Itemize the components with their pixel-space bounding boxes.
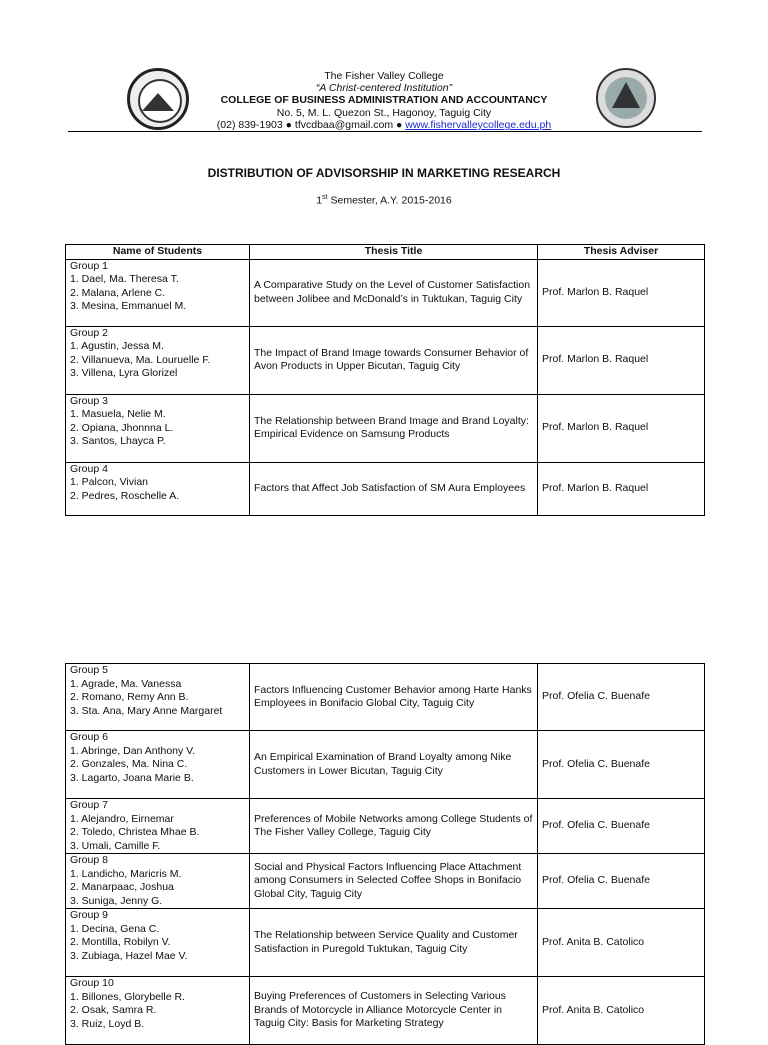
table-row [66, 909, 705, 977]
student-name: 2. Villanueva, Ma. Louruelle F. [70, 353, 211, 366]
thesis-adviser-cell: Prof. Ofelia C. Buenafe [538, 664, 705, 731]
thesis-adviser-cell: Prof. Ofelia C. Buenafe [538, 731, 705, 799]
student-name: 3. Sta. Ana, Mary Anne Margaret [70, 704, 223, 717]
students-cell [66, 326, 250, 394]
semester-text: Semester, A.Y. 2015-2016 [327, 194, 452, 207]
students-cell [66, 259, 250, 326]
students-cell [66, 977, 250, 1045]
department-name: COLLEGE OF BUSINESS ADMINISTRATION AND ACCOUNTANCY [220, 94, 548, 106]
group-label: Group 5 [70, 664, 108, 676]
thesis-adviser-cell: Prof. Marlon B. Raquel [538, 326, 705, 394]
student-name: 2. Opiana, Jhonnna L. [70, 421, 174, 434]
group-label: Group 1 [70, 259, 108, 272]
student-name: 2. Malana, Arlene C. [70, 286, 166, 299]
student-name: 3. Villena, Lyra Glorizel [70, 367, 178, 379]
student-name: 2. Gonzales, Ma. Nina C. [70, 758, 188, 770]
header-thesis-title: Thesis Title [250, 245, 538, 260]
student-name: 2. Pedres, Roschelle A. [70, 489, 180, 502]
thesis-title-cell: Buying Preferences of Customers in Selecting Various Brands of Motorcycle in Alliance Motorcycle Center in Taguig City: Basis for Marketing Strategy [250, 977, 538, 1045]
students-cell [66, 854, 250, 909]
student-name: 2. Montilla, Robilyn V. [70, 936, 171, 948]
students-cell [66, 799, 250, 854]
student-name: 1. Dael, Ma. Theresa T. [70, 273, 179, 285]
thesis-title-cell: The Impact of Brand Image towards Consumer Behavior of Avon Products in Upper Bicutan, Taguig City [250, 326, 538, 394]
table-row [66, 326, 705, 394]
table-row [66, 394, 705, 462]
thesis-title-cell: An Empirical Examination of Brand Loyalty among Nike Customers in Lower Bicutan, Taguig City [250, 731, 538, 799]
advisorship-table-part-1 [65, 244, 705, 516]
student-name: 1. Agrade, Ma. Vanessa [70, 677, 182, 690]
semester-line [0, 194, 768, 207]
student-name: 3. Lagarto, Joana Marie B. [70, 771, 194, 784]
table-row [66, 259, 705, 326]
student-name: 2. Osak, Samra R. [70, 1004, 157, 1016]
semester-suffix: st [322, 194, 328, 201]
students-cell [66, 394, 250, 462]
thesis-title-cell: Social and Physical Factors Influencing Place Attachment among Consumers in Selected Coffee Shops in Bonifacio Global City, Taguig City [250, 854, 538, 909]
contact-line [0, 119, 768, 131]
thesis-title-cell: The Relationship between Brand Image and Brand Loyalty: Empirical Evidence on Samsung Products [250, 394, 538, 462]
student-name: 2. Toledo, Christea Mhae B. [70, 826, 200, 838]
student-name: 3. Suniga, Jenny G. [70, 894, 163, 907]
student-name: 3. Umali, Camille F. [70, 839, 161, 852]
thesis-title-cell: Factors that Affect Job Satisfaction of SM Aura Employees [250, 462, 538, 515]
thesis-adviser-cell: Prof. Marlon B. Raquel [538, 462, 705, 515]
group-label: Group 7 [70, 799, 108, 811]
header-thesis-adviser: Thesis Adviser [538, 245, 705, 260]
student-name: 3. Zubiaga, Hazel Mae V. [70, 949, 188, 962]
student-name: 1. Agustin, Jessa M. [70, 340, 164, 352]
college-tagline: “A Christ-centered Institution” [315, 82, 453, 94]
student-name: 1. Landicho, Maricris M. [70, 867, 182, 880]
thesis-adviser-cell: Prof. Ofelia C. Buenafe [538, 799, 705, 854]
thesis-title-cell: Factors Influencing Customer Behavior among Harte Hanks Employees in Bonifacio Global City, Taguig City [250, 664, 538, 731]
college-address: No. 5, M. L. Quezon St., Hagonoy, Taguig City [276, 107, 492, 119]
thesis-title-cell: A Comparative Study on the Level of Customer Satisfaction between Jolibee and McDonald’s in Tuktukan, Taguig City [250, 259, 538, 326]
student-name: 1. Masuela, Nelie M. [70, 408, 166, 420]
table-row [66, 462, 705, 515]
document-title: DISTRIBUTION OF ADVISORSHIP IN MARKETING RESEARCH [207, 166, 561, 180]
table-row [66, 731, 705, 799]
header-name-of-students: Name of Students [66, 245, 250, 260]
student-name: 3. Ruiz, Loyd B. [70, 1017, 145, 1030]
group-label: Group 8 [70, 854, 108, 866]
student-name: 1. Alejandro, Eirnemar [70, 812, 174, 825]
students-cell [66, 664, 250, 731]
thesis-title-cell: The Relationship between Service Quality and Customer Satisfaction in Puregold Tuktukan, Taguig City [250, 909, 538, 977]
semester-number: 1 [316, 194, 323, 207]
table-row [66, 799, 705, 854]
group-label: Group 4 [70, 462, 108, 475]
table-row [66, 854, 705, 909]
students-cell [66, 909, 250, 977]
group-label: Group 10 [70, 977, 114, 989]
thesis-title-cell: Preferences of Mobile Networks among College Students of The Fisher Valley College, Taguig City [250, 799, 538, 854]
advisorship-table-part-2 [65, 663, 705, 1045]
thesis-adviser-cell: Prof. Anita B. Catolico [538, 909, 705, 977]
group-label: Group 3 [70, 394, 108, 407]
header-divider [68, 131, 702, 132]
student-name: 3. Santos, Lhayca P. [70, 435, 166, 447]
student-name: 2. Romano, Remy Ann B. [70, 691, 189, 703]
group-label: Group 2 [70, 326, 108, 339]
table-header-row [66, 245, 705, 260]
table-row [66, 664, 705, 731]
group-label: Group 6 [70, 731, 108, 743]
thesis-adviser-cell: Prof. Ofelia C. Buenafe [538, 854, 705, 909]
thesis-adviser-cell: Prof. Marlon B. Raquel [538, 394, 705, 462]
student-name: 1. Abringe, Dan Anthony V. [70, 744, 196, 757]
students-cell [66, 462, 250, 515]
group-label: Group 9 [70, 909, 108, 921]
student-name: 1. Palcon, Vivian [70, 476, 149, 488]
website-link[interactable]: www.fishervalleycollege.edu.ph [405, 119, 552, 131]
student-name: 1. Billones, Glorybelle R. [70, 990, 185, 1003]
thesis-adviser-cell: Prof. Marlon B. Raquel [538, 259, 705, 326]
college-name: The Fisher Valley College [324, 70, 444, 82]
students-cell [66, 731, 250, 799]
student-name: 3. Mesina, Emmanuel M. [70, 300, 187, 312]
contact-info: (02) 839-1903 ● tfvcdbaa@gmail.com ● [216, 119, 403, 131]
thesis-adviser-cell: Prof. Anita B. Catolico [538, 977, 705, 1045]
student-name: 1. Decina, Gena C. [70, 922, 160, 935]
table-row [66, 977, 705, 1045]
student-name: 2. Manarpaac, Joshua [70, 881, 174, 893]
